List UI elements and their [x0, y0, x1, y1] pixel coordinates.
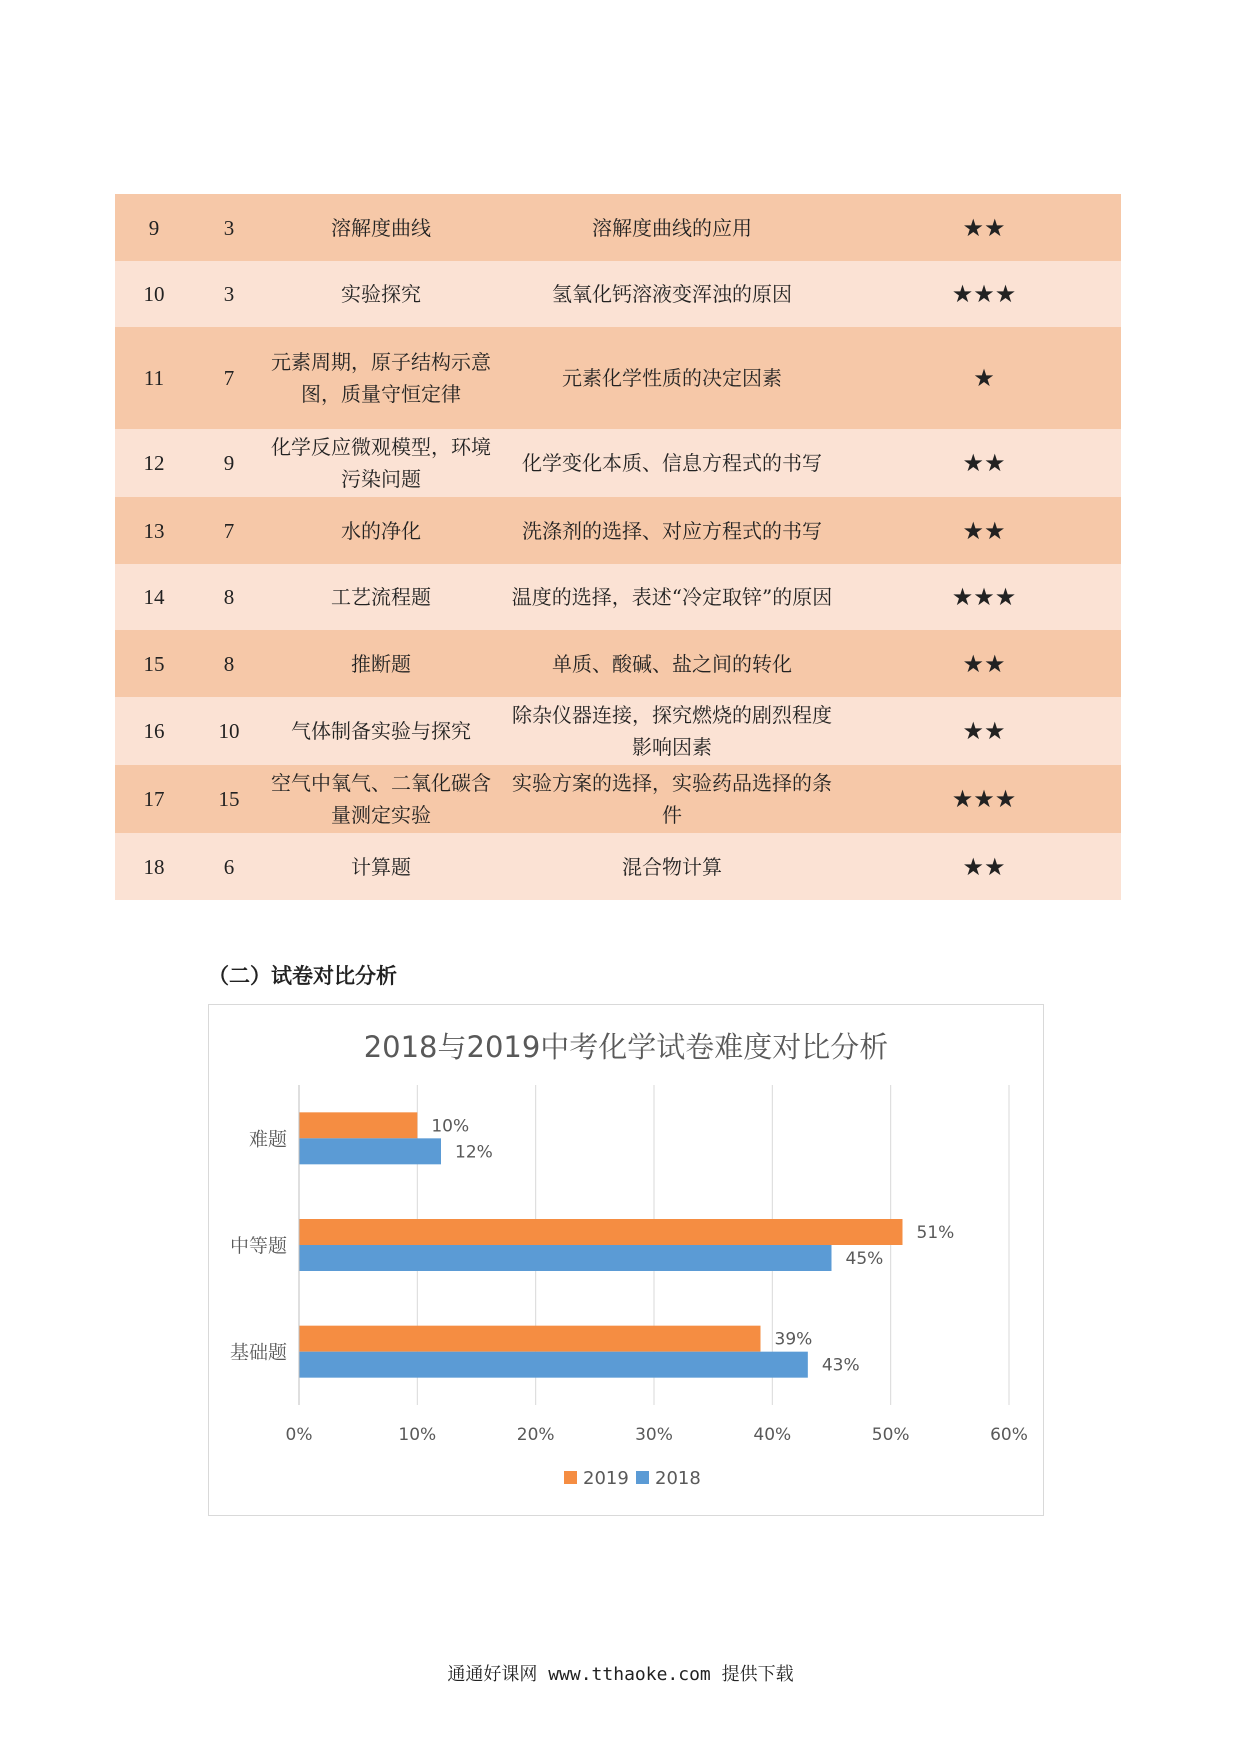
x-tick-label: 30%: [635, 1425, 673, 1445]
row-difficulty-stars: ★★: [962, 852, 1006, 881]
row-number: 15: [143, 651, 165, 676]
row-score: 15: [218, 787, 240, 811]
row-difficulty-stars: ★★★: [951, 280, 1017, 308]
row-number: 16: [143, 719, 165, 743]
row-score: 3: [223, 282, 235, 306]
chart-title: 2018与2019中考化学试卷难度对比分析: [363, 1030, 889, 1064]
row-topic: 推断题: [351, 651, 411, 676]
row-number: 17: [143, 787, 165, 811]
table-row: [115, 833, 1121, 900]
category-label: 中等题: [229, 1235, 287, 1257]
x-tick-label: 60%: [990, 1425, 1028, 1445]
row-difficulty-stars: ★★: [962, 516, 1006, 545]
legend-label: 2018: [655, 1468, 701, 1489]
row-number: 12: [143, 451, 165, 475]
row-knowledge-point: 化学变化本质、信息方程式的书写: [522, 451, 822, 475]
row-topic: 实验探究: [341, 282, 421, 306]
data-label: 39%: [774, 1329, 813, 1350]
row-difficulty-stars: ★★★: [951, 785, 1017, 813]
table-row: [115, 497, 1121, 564]
table-row: [115, 327, 1121, 429]
bar-2019: [299, 1326, 761, 1352]
row-knowledge-point: 元素化学性质的决定因素: [562, 366, 782, 390]
section-title: （二）试卷对比分析: [208, 964, 397, 988]
row-number: 9: [148, 215, 160, 240]
data-label: 51%: [916, 1223, 955, 1243]
row-knowledge-point: 单质、酸碱、盐之间的转化: [552, 651, 792, 676]
data-label: 10%: [431, 1116, 470, 1137]
row-number: 14: [143, 585, 165, 609]
row-score: 3: [223, 215, 235, 240]
table-row: [115, 429, 1121, 497]
row-number: 11: [143, 366, 165, 390]
row-knowledge-point: 混合物计算: [622, 854, 722, 879]
row-knowledge-point: 实验方案的选择，实验药品选择的条件: [512, 771, 832, 827]
row-topic: 溶解度曲线: [331, 215, 431, 240]
row-topic: 水的净化: [341, 518, 421, 543]
row-topic: 空气中氧气、二氧化碳含量测定实验: [271, 771, 491, 827]
data-label: 45%: [845, 1249, 884, 1269]
category-label: 基础题: [229, 1341, 287, 1364]
table-row: [115, 630, 1121, 697]
x-tick-label: 50%: [871, 1425, 910, 1445]
row-number: 10: [143, 282, 165, 306]
row-difficulty-stars: ★★: [962, 213, 1006, 242]
x-tick-label: 40%: [753, 1425, 792, 1445]
row-topic: 工艺流程题: [331, 585, 431, 609]
chart-svg: [209, 1005, 1043, 1515]
row-difficulty-stars: ★★: [962, 449, 1006, 477]
row-score: 8: [223, 585, 235, 609]
row-score: 10: [218, 719, 240, 743]
row-number: 13: [143, 518, 165, 543]
row-difficulty-stars: ★★: [962, 717, 1006, 745]
knowledge-table: [115, 194, 1121, 900]
row-score: 7: [223, 518, 235, 543]
row-topic: 元素周期，原子结构示意图，质量守恒定律: [271, 350, 491, 406]
legend-label: 2019: [583, 1468, 629, 1489]
footer-text: 通通好课网 www.tthaoke.com 提供下载: [447, 1664, 794, 1685]
row-topic: 化学反应微观模型，环境污染问题: [271, 435, 491, 491]
row-difficulty-stars: ★★: [962, 649, 1006, 678]
table-row: [115, 564, 1121, 630]
row-difficulty-stars: ★★★: [951, 583, 1017, 611]
legend-swatch-2019: [564, 1471, 577, 1484]
x-tick-label: 0%: [285, 1425, 313, 1445]
row-difficulty-stars: ★: [973, 364, 995, 392]
table-row: [115, 194, 1121, 261]
row-score: 8: [223, 651, 235, 676]
bar-2018: [299, 1352, 808, 1378]
row-topic: 计算题: [351, 854, 411, 879]
bar-2019: [299, 1112, 417, 1138]
row-knowledge-point: 洗涤剂的选择、对应方程式的书写: [522, 518, 822, 543]
legend-swatch-2018: [636, 1471, 649, 1484]
table-row: [115, 765, 1121, 833]
data-label: 12%: [455, 1142, 493, 1163]
data-label: 43%: [821, 1355, 860, 1376]
x-tick-label: 20%: [516, 1425, 555, 1445]
category-label: 难题: [248, 1128, 287, 1151]
table-row: [115, 697, 1121, 765]
difficulty-chart: [208, 1004, 1044, 1516]
row-score: 7: [223, 366, 235, 390]
x-tick-label: 10%: [398, 1425, 437, 1445]
row-knowledge-point: 温度的选择，表述“冷定取锌”的原因: [511, 585, 833, 609]
bar-2018: [299, 1245, 832, 1271]
row-score: 9: [223, 451, 235, 475]
bar-2019: [299, 1219, 903, 1245]
row-number: 18: [143, 854, 165, 879]
row-knowledge-point: 溶解度曲线的应用: [592, 215, 752, 240]
row-knowledge-point: 氢氧化钙溶液变浑浊的原因: [552, 282, 792, 306]
row-topic: 气体制备实验与探究: [291, 719, 471, 743]
row-score: 6: [223, 854, 235, 879]
row-knowledge-point: 除杂仪器连接，探究燃烧的剧烈程度影响因素: [512, 703, 832, 759]
bar-2018: [299, 1138, 441, 1164]
table-row: [115, 261, 1121, 327]
